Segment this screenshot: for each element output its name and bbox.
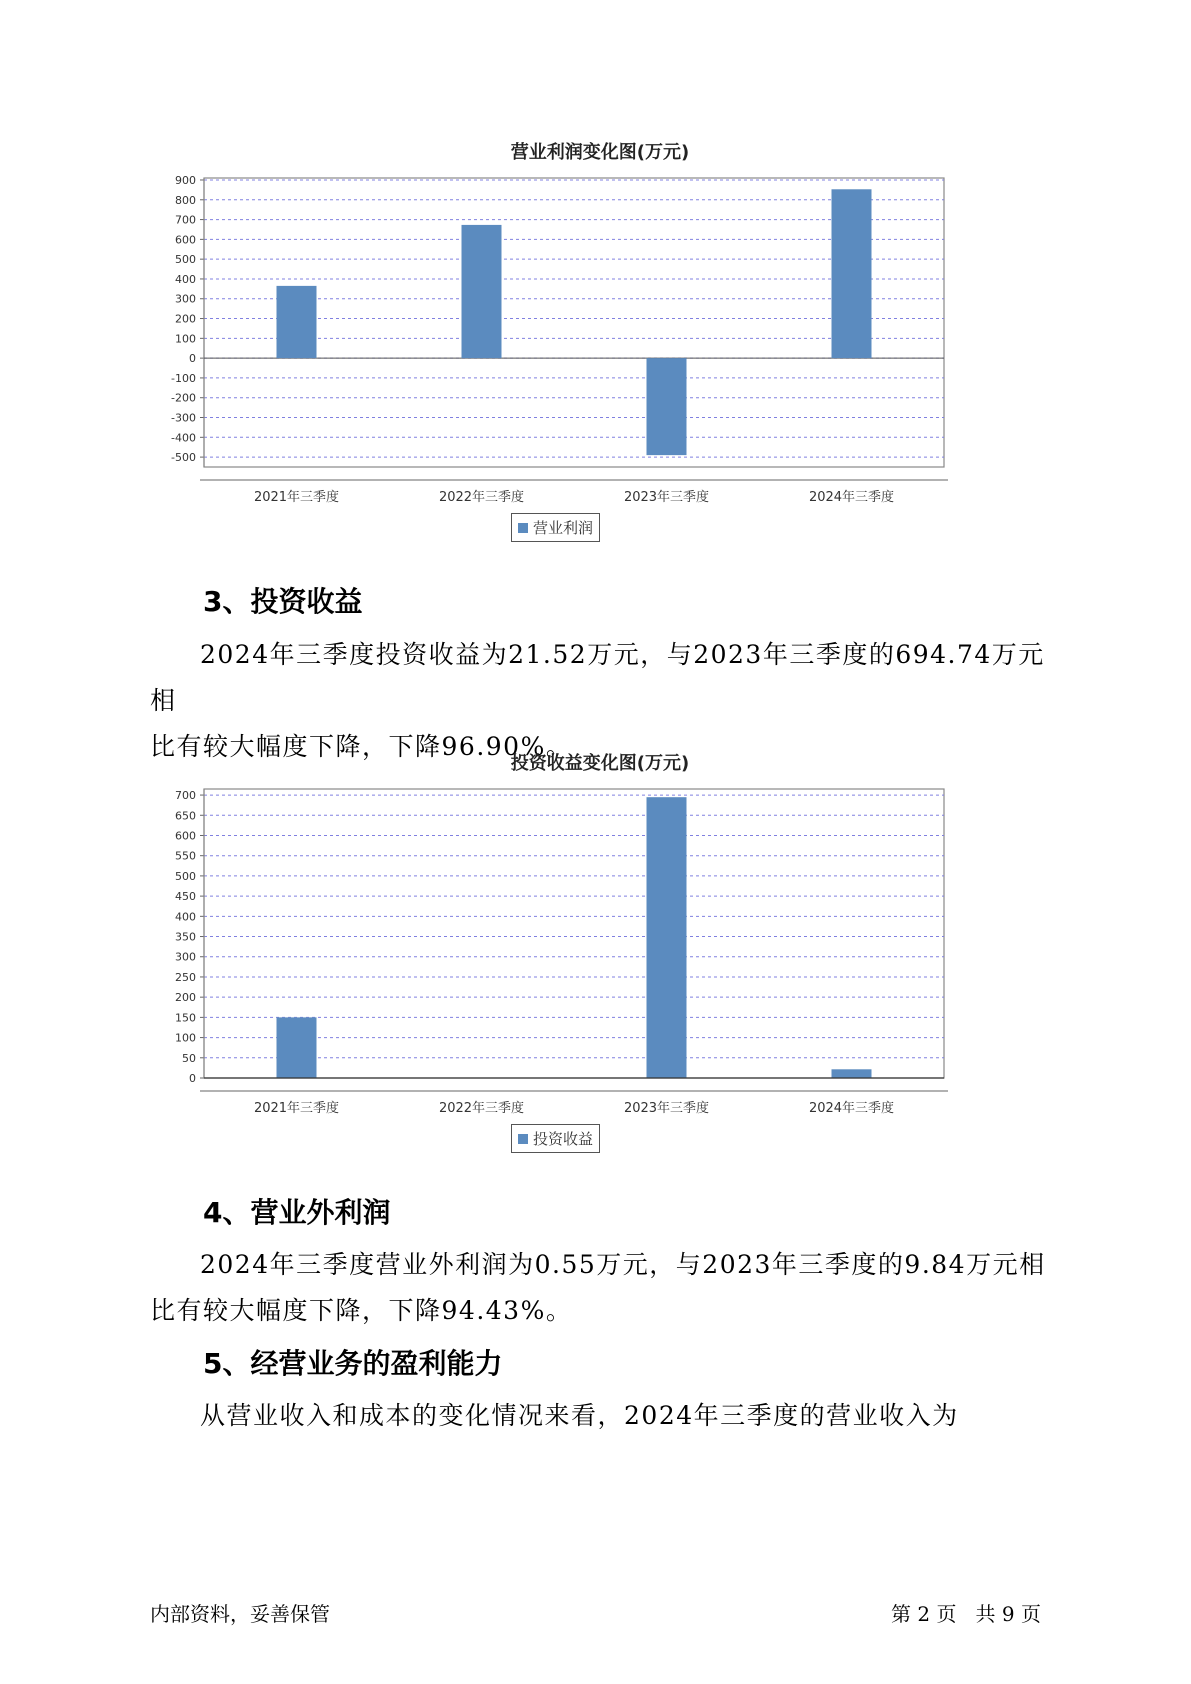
section-heading-profitability: 5、经营业务的盈利能力 bbox=[203, 1347, 503, 1380]
y-tick-label: 800 bbox=[175, 193, 196, 207]
y-tick-label: 50 bbox=[182, 1051, 196, 1065]
y-tick-label: 200 bbox=[175, 312, 196, 326]
y-tick-label: 650 bbox=[175, 809, 196, 823]
y-tick-label: 100 bbox=[175, 332, 196, 346]
y-tick-label: 350 bbox=[175, 930, 196, 944]
paragraph-text: 2024年三季度投资收益为21.52万元，与2023年三季度的694.74万元相 bbox=[150, 640, 1045, 715]
bar bbox=[832, 1069, 872, 1078]
y-tick-label: -100 bbox=[171, 371, 196, 385]
footer-page-number: 第 2 页 共 9 页 bbox=[891, 1602, 1041, 1626]
y-tick-label: -200 bbox=[171, 391, 196, 405]
y-tick-label: -300 bbox=[171, 411, 196, 425]
chart-title: 投资收益变化图(万元) bbox=[510, 753, 690, 774]
y-tick-label: 300 bbox=[175, 292, 196, 306]
y-tick-label: 700 bbox=[175, 213, 196, 227]
y-tick-label: 300 bbox=[175, 950, 196, 964]
y-tick-label: 450 bbox=[175, 890, 196, 904]
x-tick-label: 2022年三季度 bbox=[438, 1101, 525, 1116]
paragraph-non-operating-profit bbox=[150, 1242, 1050, 1334]
chart-investment-income bbox=[150, 741, 1050, 1171]
x-tick-label: 2024年三季度 bbox=[808, 490, 895, 505]
bar bbox=[277, 286, 317, 358]
paragraph-text: 从营业收入和成本的变化情况来看，2024年三季度的营业收入为 bbox=[200, 1401, 959, 1430]
bar bbox=[647, 358, 687, 455]
bar bbox=[832, 189, 872, 358]
y-tick-label: 500 bbox=[175, 253, 196, 267]
paragraph-profitability bbox=[150, 1393, 1050, 1439]
y-tick-label: 150 bbox=[175, 1011, 196, 1025]
y-tick-label: 400 bbox=[175, 272, 196, 286]
y-tick-label: 700 bbox=[175, 789, 196, 803]
y-tick-label: 100 bbox=[175, 1031, 196, 1045]
paragraph-line bbox=[150, 1393, 1050, 1439]
chart-legend bbox=[511, 513, 600, 542]
y-tick-label: 500 bbox=[175, 869, 196, 883]
chart-operating-profit bbox=[150, 130, 1050, 560]
y-tick-label: 250 bbox=[175, 970, 196, 984]
paragraph-line bbox=[150, 1288, 1050, 1334]
paragraph-text: 比有较大幅度下降，下降94.43%。 bbox=[150, 1296, 573, 1325]
paragraph-line bbox=[150, 632, 1050, 724]
y-tick-label: -400 bbox=[171, 431, 196, 445]
legend-swatch bbox=[518, 1134, 528, 1144]
legend-label: 投资收益 bbox=[533, 1130, 594, 1148]
y-tick-label: 0 bbox=[189, 352, 196, 366]
legend-label: 营业利润 bbox=[533, 519, 594, 537]
bar bbox=[462, 225, 502, 358]
bar bbox=[277, 1017, 317, 1078]
paragraph-text: 2024年三季度营业外利润为0.55万元，与2023年三季度的9.84万元相 bbox=[200, 1250, 1046, 1279]
x-tick-label: 2023年三季度 bbox=[623, 490, 710, 505]
section-heading-investment-income: 3、投资收益 bbox=[203, 585, 363, 618]
legend-swatch bbox=[518, 523, 528, 533]
chart-plot bbox=[150, 781, 1050, 1141]
x-tick-label: 2021年三季度 bbox=[253, 1101, 340, 1116]
y-tick-label: 200 bbox=[175, 991, 196, 1005]
y-tick-label: 0 bbox=[189, 1072, 196, 1085]
chart-plot bbox=[150, 170, 1050, 530]
y-tick-label: 900 bbox=[175, 173, 196, 187]
bar bbox=[647, 797, 687, 1078]
section-heading-non-operating-profit: 4、营业外利润 bbox=[203, 1196, 391, 1229]
x-tick-label: 2022年三季度 bbox=[438, 490, 525, 505]
x-tick-label: 2021年三季度 bbox=[253, 490, 340, 505]
footer-confidential: 内部资料，妥善保管 bbox=[150, 1602, 330, 1626]
y-tick-label: 400 bbox=[175, 910, 196, 924]
chart-legend bbox=[511, 1124, 600, 1153]
chart-title: 营业利润变化图(万元) bbox=[510, 142, 690, 163]
y-tick-label: 550 bbox=[175, 849, 196, 863]
y-tick-label: -500 bbox=[171, 451, 196, 465]
x-tick-label: 2024年三季度 bbox=[808, 1101, 895, 1116]
x-tick-label: 2023年三季度 bbox=[623, 1101, 710, 1116]
y-tick-label: 600 bbox=[175, 829, 196, 843]
y-tick-label: 600 bbox=[175, 233, 196, 247]
paragraph-line bbox=[150, 1242, 1050, 1288]
paragraph-text: 比有较大幅度下降，下降96.90%。 bbox=[150, 732, 573, 761]
